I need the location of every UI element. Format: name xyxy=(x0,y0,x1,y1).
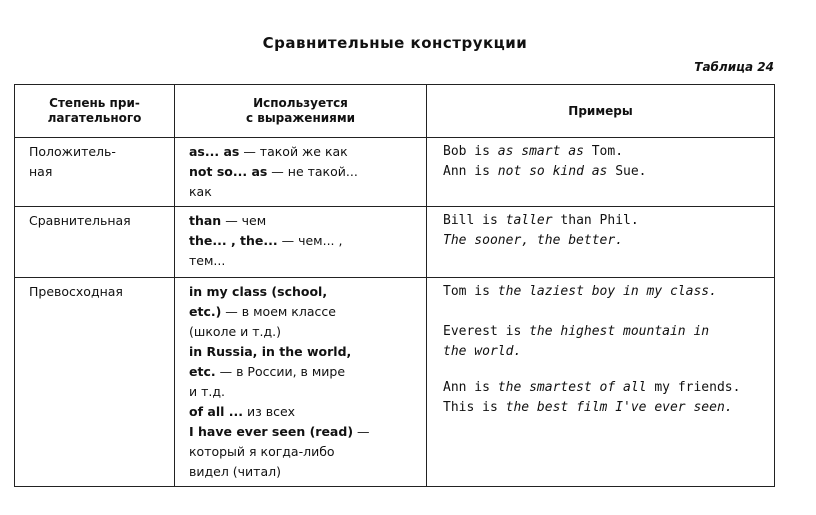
expr-line: in Russia, in the world, xyxy=(189,344,352,359)
expr-line: etc.) — в моем классе xyxy=(189,304,336,319)
degree-cell: Сравнительная xyxy=(15,207,175,278)
expr-line: the... , the... — чем... , xyxy=(189,233,343,248)
expressions-cell xyxy=(175,138,427,207)
examples-cell xyxy=(427,138,775,207)
expressions-cell xyxy=(175,207,427,278)
expr-line: и т.д. xyxy=(189,384,225,399)
expr-line: который я когда-либо xyxy=(189,444,335,459)
header-expressions: Используется с выражениями xyxy=(175,85,427,138)
expr-line: of all ... из всех xyxy=(189,404,296,419)
expr-line: etc. — в России, в мире xyxy=(189,364,346,379)
header-row xyxy=(15,85,775,138)
header-examples: Примеры xyxy=(427,85,775,138)
spacer xyxy=(443,362,770,378)
expr-line: как xyxy=(189,184,212,199)
example-line: Ann is not so kind as Sue. xyxy=(443,164,647,179)
examples-cell xyxy=(427,207,775,278)
table-number: Таблица 24 xyxy=(694,60,774,74)
table-row xyxy=(15,278,775,487)
expr-line: than — чем xyxy=(189,213,267,228)
table-row xyxy=(15,138,775,207)
expr-line: not so... as — не такой... xyxy=(189,164,358,179)
example-line: Bob is as smart as Tom. xyxy=(443,144,624,159)
header-degree: Степень при- лагательного xyxy=(15,85,175,138)
page-title: Сравнительные конструкции xyxy=(262,34,528,52)
expr-line: видел (читал) xyxy=(189,464,281,479)
spacer xyxy=(443,302,770,322)
example-line: the world. xyxy=(443,344,522,359)
degree-cell: Превосходная xyxy=(15,278,175,487)
example-line: This is the best film I've ever seen. xyxy=(443,400,733,415)
examples-cell xyxy=(427,278,775,487)
example-line: Bill is taller than Phil. xyxy=(443,213,639,228)
expressions-cell xyxy=(175,278,427,487)
example-line: Everest is the highest mountain in xyxy=(443,324,710,339)
degree-cell: Положитель- ная xyxy=(15,138,175,207)
expr-line: (школе и т.д.) xyxy=(189,324,282,339)
expr-line: as... as — такой же как xyxy=(189,144,348,159)
expr-line: in my class (school, xyxy=(189,284,328,299)
expr-line: тем... xyxy=(189,253,226,268)
example-line: Ann is the smartest of all my friends. xyxy=(443,380,741,395)
example-line: The sooner, the better. xyxy=(443,233,624,248)
example-line: Tom is the laziest boy in my class. xyxy=(443,284,717,299)
expr-line: I have ever seen (read) — xyxy=(189,424,370,439)
comparison-table xyxy=(14,84,775,487)
table-row xyxy=(15,207,775,278)
